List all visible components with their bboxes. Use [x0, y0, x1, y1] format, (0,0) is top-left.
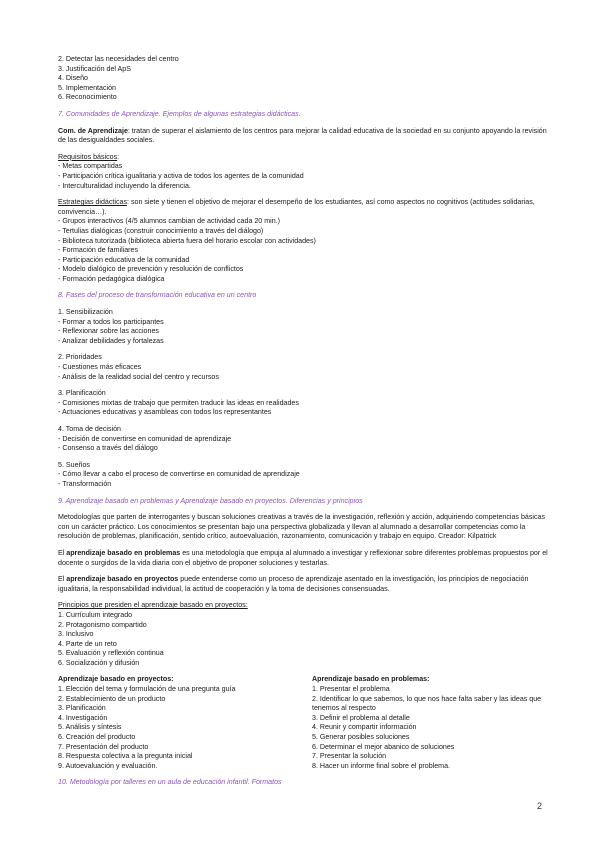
list-item: 8. Hacer un informe final sobre el problema.	[312, 761, 451, 770]
list-item: 6. Determinar el mejor abanico de soluciones	[312, 742, 455, 751]
list-item: - Cuestiones más eficaces	[58, 363, 142, 372]
phase-title: 1. Sensibilización	[58, 308, 113, 317]
list-item: - Biblioteca tutorizada (biblioteca abierta fuera del horario escolar con actividades)	[58, 236, 316, 245]
list-item: - Transformación	[58, 479, 112, 488]
steps-columns	[58, 675, 548, 771]
list-item: 4. Diseño	[58, 74, 88, 83]
projects-column-title: Aprendizaje basado en proyectos:	[58, 675, 174, 684]
list-item: 1. Elección del tema y formulación de una pregunta guía	[58, 685, 236, 694]
list-item: - Metas compartidas	[58, 162, 123, 171]
section-7-heading: 7. Comunidades de Aprendizaje. Ejemplos de algunas estrategias didácticas.	[58, 109, 301, 118]
projects-steps-column	[58, 675, 312, 771]
projects-definition: El aprendizaje basado en proyectos puede entenderse como un proceso de aprendizaje asentado en la investigación, los principios de negociación igualitaria, la responsabilidad individual, la actitud de cooperación y la toma de decisiones consensuadas.	[58, 575, 529, 593]
list-item: - Actuaciones educativas y asambleas con todos los representantes	[58, 408, 272, 417]
definition-term: Com. de Aprendizaje	[58, 126, 128, 135]
problems-steps-column	[312, 675, 548, 771]
list-item: 2. Establecimiento de un producto	[58, 694, 166, 703]
list-item: 2. Detectar las necesidades del centro	[58, 55, 179, 63]
list-item: - Formación de familiares	[58, 246, 139, 255]
list-item: 5. Evaluación y reflexión continua	[58, 649, 164, 658]
list-item: - Participación educativa de la comunidad	[58, 255, 190, 264]
list-item: - Participación crítica igualitaria y activa de todos los agentes de la comunidad	[58, 171, 304, 180]
list-item: 5. Implementación	[58, 83, 116, 92]
section-8-heading: 8. Fases del proceso de transformación educativa en un centro	[58, 291, 257, 300]
list-item: 3. Planificación	[58, 704, 106, 713]
list-item: 3. Justificación del ApS	[58, 64, 131, 73]
list-item: 8. Respuesta colectiva a la pregunta inicial	[58, 752, 193, 761]
list-item: 6. Reconocimiento	[58, 93, 117, 102]
principles-title: Principios que presiden el aprendizaje basado en proyectos:	[58, 601, 248, 610]
list-item: 5. Generar posibles soluciones	[312, 733, 410, 742]
strategies-intro: Estrategias didácticas: son siete y tienen el objetivo de mejorar el desempeño de los estudiantes, así como aspectos no cognitivos (actitudes solidarias, convivencia…).	[58, 198, 535, 216]
list-item: - Tertulias dialógicas (construir conocimiento a través del diálogo)	[58, 226, 264, 235]
list-item: 4. Reunir y compartir información	[312, 723, 417, 732]
list-item: - Interculturalidad incluyendo la diferencia.	[58, 181, 191, 190]
phase-title: 2. Prioridades	[58, 353, 102, 362]
section-9-heading: 9. Aprendizaje basado en problemas y Aprendizaje basado en proyectos. Diferencias y principios	[58, 496, 363, 505]
list-item: - Formación pedagógica dialógica	[58, 274, 165, 283]
list-item: 5. Análisis y síntesis	[58, 723, 122, 732]
page-content	[58, 55, 548, 788]
section-10-heading: 10. Metodología por talleres en un aula de educación infantil. Formatos	[58, 778, 282, 787]
list-item: 2. Protagonismo compartido	[58, 620, 147, 629]
list-item: - Modelo dialógico de prevención y resolución de conflictos	[58, 265, 244, 274]
list-item: 3. Inclusivo	[58, 630, 94, 639]
list-item: - Decisión de convertirse en comunidad de aprendizaje	[58, 434, 232, 443]
definition-text: : tratan de superar el aislamiento de los centros para mejorar la calidad educativa de la sociedad en su conjunto apoyando la revisión de las desigualdades sociales.	[58, 126, 547, 145]
phase-title: 4. Toma de decisión	[58, 425, 121, 433]
phase-title: 5. Sueños	[58, 460, 90, 469]
list-item: - Comisiones mixtas de trabajo que permiten traducir las ideas en realidades	[58, 398, 299, 407]
list-item: - Grupos interactivos (4/5 alumnos cambian de actividad cada 20 min.)	[58, 217, 280, 226]
list-item: - Analizar debilidades y fortalezas	[58, 336, 164, 345]
list-item: 7. Presentación del producto	[58, 742, 149, 751]
list-item: 6. Creación del producto	[58, 733, 136, 742]
page-number: 2	[537, 801, 543, 811]
list-item: 4. Investigación	[58, 713, 108, 722]
list-item: 7. Presentar la solución	[312, 752, 387, 761]
phase-title: 3. Planificación	[58, 389, 106, 398]
list-item: 9. Autoevaluación y evaluación.	[58, 761, 158, 770]
list-item: 1. Presentar el problema	[312, 685, 390, 694]
list-item: 3. Definir el problema al detalle	[312, 713, 410, 722]
list-item: - Formar a todos los participantes	[58, 317, 164, 326]
list-item: - Consenso a través del diálogo	[58, 444, 158, 453]
problems-column-title: Aprendizaje basado en problemas:	[312, 675, 430, 684]
comunidades-definition	[58, 127, 548, 146]
top-list	[58, 55, 548, 103]
requisites-title: Requisitos básicos:	[58, 152, 120, 161]
list-item: - Análisis de la realidad social del centro y recursos	[58, 372, 219, 381]
list-item: 1. Currículum integrado	[58, 610, 133, 619]
methodologies-intro: Metodologías que parten de interrogantes y buscan soluciones creativas a través de la investigación, reflexión y acción, adquiriendo competencias básicas con un carácter práctico. Los conocimientos se presentan bajo una perspectiva globalizada y llevan al alumnado a desarrollar competencias como la resolución de problemas, planificación, sentido crítico, autoevaluación, razonamiento, comunicación y trabajo en equipo. Creador: Kilpatrick	[58, 513, 545, 541]
list-item: - Cómo llevar a cabo el proceso de convertirse en comunidad de aprendizaje	[58, 470, 300, 479]
list-item: - Reflexionar sobre las acciones	[58, 327, 159, 336]
problems-definition: El aprendizaje basado en problemas es una metodología que empuja al alumnado a investigar y reflexionar sobre diferentes problemas propuestos por el docente o surgidos de la vida diaria con el objetivo de proponer soluciones y testarlas.	[58, 548, 548, 567]
list-item: 4. Parte de un reto	[58, 639, 117, 648]
list-item: 2. Identificar lo que sabemos, lo que nos hace falta saber y las ideas que tenemos al respecto	[312, 694, 542, 713]
list-item: 6. Socialización y difusión	[58, 658, 140, 667]
